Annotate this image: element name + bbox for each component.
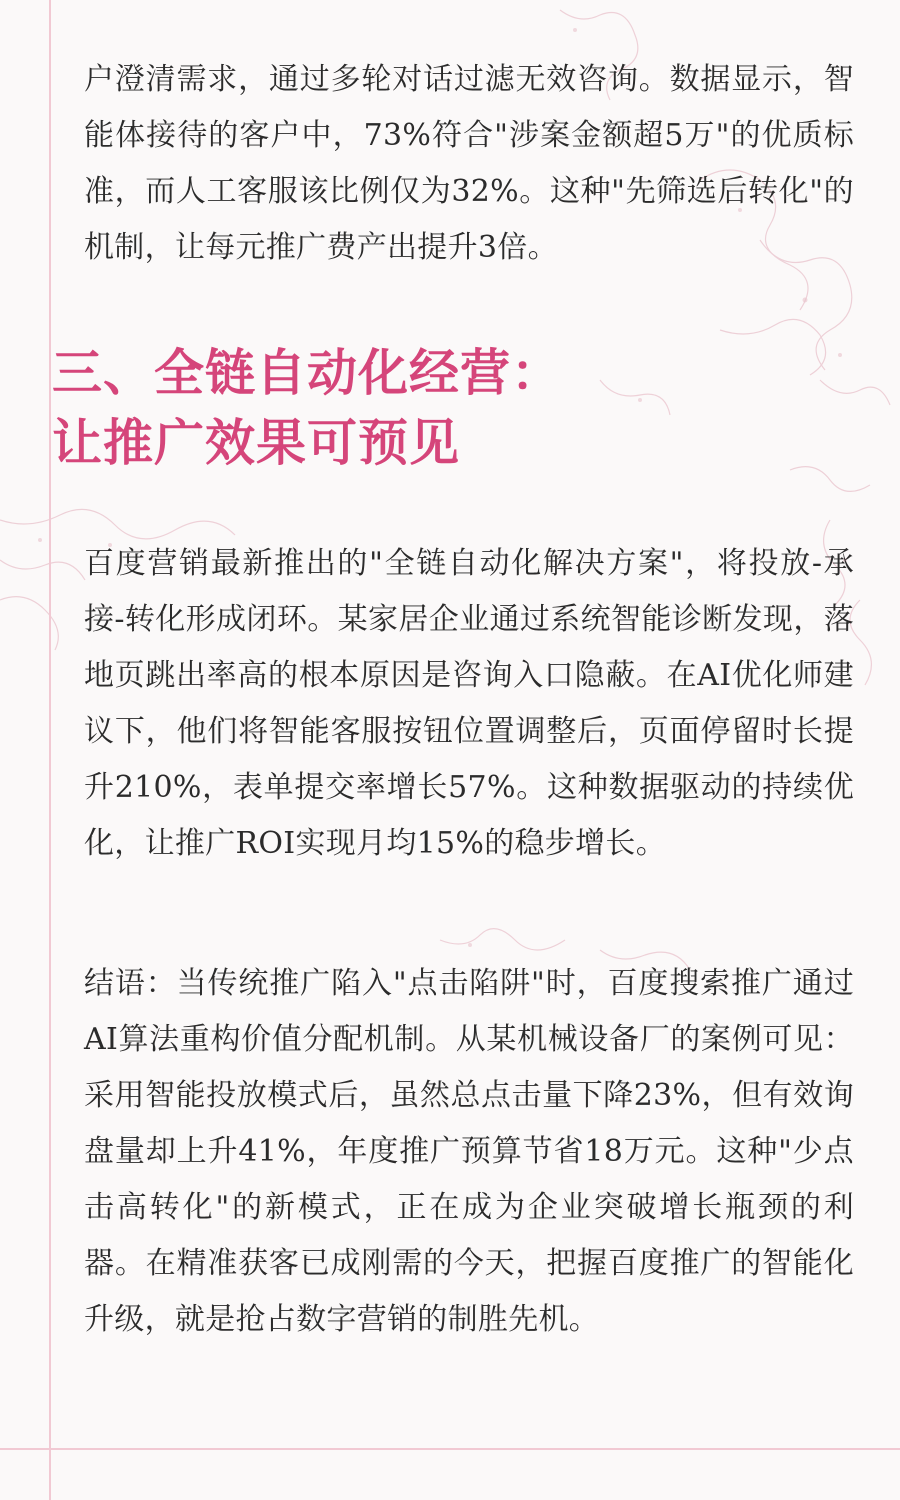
paragraph-intro-continuation: 户澄清需求，通过多轮对话过滤无效咨询。数据显示，智能体接待的客户中，73%符合"涉案金额超5万"的优质标准，而人工客服该比例仅为32%。这种"先筛选后转化"的机制，让每元推广费产出提升3倍。 [84,62,854,265]
left-margin-line [49,0,51,1500]
paragraph-full-chain-automation: 百度营销最新推出的"全链自动化解决方案"，将投放-承接-转化形成闭环。某家居企业通过系统智能诊断发现，落地页跳出率高的根本原因是咨询入口隐蔽。在AI优化师建议下，他们将智能客服按钮位置调整后，页面停留时长提升210%，表单提交率增长57%。这种数据驱动的持续优化，让推广ROI实现月均15%的稳步增长。 [84,546,854,861]
paragraph-conclusion: 结语：当传统推广陷入"点击陷阱"时，百度搜索推广通过AI算法重构价值分配机制。从某机械设备厂的案例可见：采用智能投放模式后，虽然总点击量下降23%，但有效询盘量却上升41%，年度推广预算节省18万元。这种"少点击高转化"的新模式，正在成为企业突破增长瓶颈的利器。在精准获客已成刚需的今天，把握百度推广的智能化升级，就是抢占数字营销的制胜先机。 [84,966,854,1337]
section-heading [52,338,872,478]
section-heading-line-1: 三、全链自动化经营： [52,343,562,402]
section-heading-line-2: 让推广效果可预见 [52,413,460,472]
bottom-margin-line [0,1448,900,1450]
